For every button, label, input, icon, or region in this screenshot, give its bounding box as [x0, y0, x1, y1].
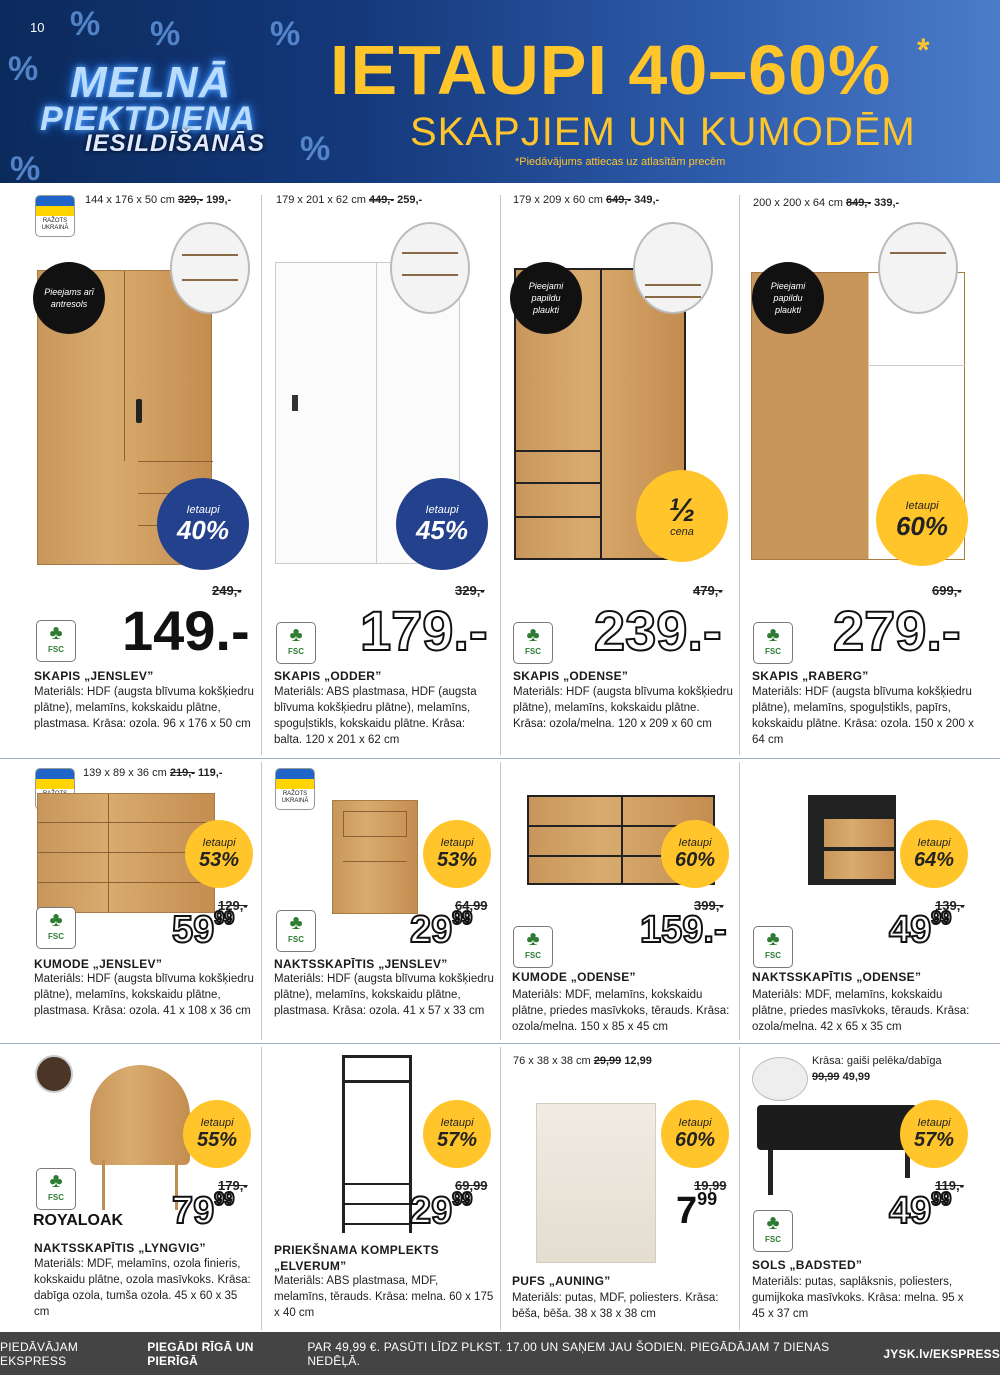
royaloak-logo: ROYALOAK [33, 1212, 124, 1229]
divider [261, 1047, 262, 1330]
product-description: Materiāls: putas, MDF, poliesters. Krāsa: bēša, bēša. 38 x 38 x 38 cm [512, 1292, 719, 1320]
product-title[interactable]: NAKTSSKAPĪTIS „ODENSE” [752, 970, 922, 984]
discount-badge: Ietaupi 60% [876, 474, 968, 566]
product-description: Materiāls: MDF, melamīns, kokskaidu plātne, priedes masīvkoks, tērauds. Krāsa: ozola/melna. 150 x 85 x 45 cm [512, 989, 730, 1033]
old-price: 19,99 [694, 1178, 727, 1193]
interior-inset-image [633, 222, 713, 314]
discount-badge: Ietaupi 57% [423, 1100, 491, 1168]
size-price-line: 144 x 176 x 50 cm 329,- 199,- [85, 194, 232, 206]
fsc-logo-icon: ♣ FSC [36, 907, 76, 949]
divider [261, 195, 262, 755]
price: 149.- [122, 599, 250, 662]
discount-badge: Ietaupi 60% [661, 1100, 729, 1168]
subheadline: SKAPJIEM UN KUMODĒM [410, 110, 916, 154]
percent-decoration: % [270, 15, 301, 53]
campaign-logo-line1: MELNĀ [70, 58, 232, 107]
size-price-line: 200 x 200 x 64 cm 849,- 339,- [753, 197, 900, 209]
divider [261, 762, 262, 1040]
promo-header [0, 0, 1000, 183]
color-line: Krāsa: gaiši pelēka/dabīga [812, 1055, 942, 1067]
product-title[interactable]: SKAPIS „ODDER” [274, 669, 382, 683]
divider [739, 1047, 740, 1330]
interior-inset-image [390, 222, 470, 314]
product-title[interactable]: PUFS „AUNING” [512, 1274, 611, 1288]
size-price-line: 179 x 201 x 62 cm 449,- 259,- [276, 194, 423, 206]
product-description: Materiāls: HDF (augsta blīvuma kokšķiedru plātne), melamīns, kokskaidu plātne. Krāsa: ozola/melna. 120 x 209 x 60 cm [513, 686, 733, 730]
product-title[interactable]: PRIEKŠNAMA KOMPLEKTS „ELVERUM” [274, 1243, 439, 1273]
product-title[interactable]: SKAPIS „JENSLEV” [34, 669, 154, 683]
size-price-line: 179 x 209 x 60 cm 649,- 349,- [513, 194, 660, 206]
delivery-footer [0, 1332, 1000, 1375]
campaign-logo-line2: PIEKTDIENA [40, 100, 256, 138]
discount-badge: Ietaupi 40% [157, 478, 249, 570]
product-description: Materiāls: HDF (augsta blīvuma kokšķiedru plātne), melamīns, spoguļstikls, papīrs, kokskaidu plātne. Krāsa: ozola. 150 x 200 x 64 cm [752, 686, 974, 746]
percent-decoration: % [10, 150, 41, 183]
footer-text: PIEDĀVĀJAM EKSPRESS [0, 1339, 79, 1368]
fsc-logo-icon: ♣ FSC [753, 1210, 793, 1252]
discount-badge: Ietaupi 45% [396, 478, 488, 570]
product-title[interactable]: KUMODE „JENSLEV” [34, 957, 163, 971]
price: $59^{99}$ [172, 908, 235, 951]
price: $49^{99}$ [889, 1189, 952, 1232]
old-price: 329,- [455, 583, 485, 598]
divider [500, 1047, 501, 1330]
fsc-logo-icon: ♣ FSC [36, 620, 76, 662]
color-swatch-icon[interactable] [35, 1055, 73, 1093]
price: $29^{99}$ [410, 1189, 473, 1232]
divider [0, 1043, 1000, 1044]
info-bubble: Pieejami papildu plaukti [752, 262, 824, 334]
percent-decoration: % [70, 5, 101, 43]
price: $79^{99}$ [172, 1189, 235, 1232]
size-price-line: 139 x 89 x 36 cm 219,- 119,- [83, 767, 223, 779]
old-price: 399,- [694, 898, 724, 913]
old-price: 69,99 [455, 1178, 488, 1193]
page-number: 10 [30, 20, 45, 35]
made-in-ukraine-badge: RAŽOTS UKRAINĀ [35, 195, 75, 237]
price: 239.- [594, 599, 722, 662]
pouf-image [536, 1103, 656, 1263]
old-price: 249,- [212, 583, 242, 598]
nightstand-image [808, 795, 896, 885]
discount-badge: Ietaupi 57% [900, 1100, 968, 1168]
product-title[interactable]: NAKTSSKAPĪTIS „JENSLEV” [274, 957, 448, 971]
product-title[interactable]: SOLS „BADSTED” [752, 1258, 863, 1272]
product-title[interactable]: NAKTSSKAPĪTIS „LYNGVIG” [34, 1241, 206, 1255]
offer-note: *Piedāvājums attiecas uz atlasītām precēm [515, 156, 726, 168]
fsc-logo-icon: ♣ FSC [276, 622, 316, 664]
size-price-line: 76 x 38 x 38 cm 29,99 12,99 [513, 1055, 652, 1067]
product-description: Materiāls: ABS plastmasa, HDF (augsta blīvuma kokšķiedru plātne), melamīns, spoguļstikls, kokskaidu plātne. Krāsa: balta. 120 x 201 x 62 cm [274, 686, 477, 746]
discount-badge: Ietaupi 55% [183, 1100, 251, 1168]
product-description: Materiāls: HDF (augsta blīvuma kokšķiedru plātne), melamīns, kokskaidu plātne, plastmasa. Krāsa: ozola. 41 x 108 x 36 cm [34, 973, 254, 1017]
interior-inset-image [170, 222, 250, 314]
divider [0, 758, 1000, 759]
discount-badge: Ietaupi 64% [900, 820, 968, 888]
interior-inset-image [878, 222, 958, 314]
fsc-logo-icon: ♣ FSC [753, 926, 793, 968]
fsc-logo-icon: ♣ FSC [276, 910, 316, 952]
footer-text: PAR 49,99 €. PASŪTI LĪDZ PLKST. 17.00 UN SAŅEM JAU ŠODIEN. PIEGĀDĀJAM 7 DIENAS NEDĒĻĀ. [307, 1339, 830, 1368]
product-description: Materiāls: ABS plastmasa, MDF, melamīns, tērauds. Krāsa: melna. 60 x 175 x 40 cm [274, 1275, 494, 1319]
percent-decoration: % [8, 50, 39, 88]
info-bubble: Pieejams arī antresols [33, 262, 105, 334]
footer-highlight: PIEGĀDI RĪGĀ UN PIERĪGĀ [147, 1339, 254, 1368]
divider [739, 195, 740, 755]
old-price: 479,- [693, 583, 723, 598]
footer-link[interactable]: JYSK.lv/EKSPRESS [883, 1346, 1000, 1361]
headline-asterisk: * [917, 32, 930, 68]
hallway-stand-image [342, 1055, 412, 1233]
old-price: 179,- [218, 1178, 248, 1193]
product-description: Materiāls: HDF (augsta blīvuma kokšķiedru plātne), melamīns, kokskaidu plātne, plastmasa. Krāsa: ozola. 41 x 57 x 33 cm [274, 973, 494, 1017]
price: $29^{99}$ [410, 908, 473, 951]
product-description: Materiāls: HDF (augsta blīvuma kokšķiedru plātne), melamīns, kokskaidu plātne, plastmasa. Krāsa: ozola. 96 x 176 x 50 cm [34, 686, 254, 730]
product-description: Materiāls: MDF, melamīns, ozola finieris, kokskaidu plātne, ozola masīvkoks. Krāsa: dabīga ozola, tumša ozola. 45 x 60 x 35 cm [34, 1258, 251, 1318]
made-in-ukraine-badge: RAŽOTS UKRAINĀ [275, 768, 315, 810]
divider [500, 762, 501, 1040]
nightstand-image [90, 1065, 190, 1165]
product-title[interactable]: SKAPIS „RABERG” [752, 669, 869, 683]
price: 279.- [833, 599, 961, 662]
old-price: 139,- [935, 898, 965, 913]
bench-image [757, 1105, 917, 1150]
campaign-logo-line3: IESILDĪŠANĀS [85, 130, 266, 157]
fsc-logo-icon: ♣ FSC [513, 926, 553, 968]
nightstand-image [332, 800, 418, 914]
price: 159.- [640, 909, 727, 951]
old-price: 129,- [218, 898, 248, 913]
percent-decoration: % [300, 130, 331, 168]
leg [768, 1150, 773, 1195]
price: $7^{99}$ [676, 1189, 718, 1232]
fsc-logo-icon: ♣ FSC [753, 622, 793, 664]
divider [500, 195, 501, 755]
fsc-logo-icon: ♣ FSC [513, 622, 553, 664]
price: 179.- [360, 599, 488, 662]
discount-badge: ½ cena [636, 470, 728, 562]
discount-badge: Ietaupi 53% [423, 820, 491, 888]
product-description: Materiāls: MDF, melamīns, kokskaidu plātne, priedes masīvkoks, tērauds. Krāsa: ozola/melna. 42 x 65 x 35 cm [752, 989, 970, 1033]
percent-decoration: % [150, 15, 181, 53]
product-title[interactable]: KUMODE „ODENSE” [512, 970, 636, 984]
discount-badge: Ietaupi 53% [185, 820, 253, 888]
fsc-logo-icon: ♣ FSC [36, 1168, 76, 1210]
info-bubble: Pieejami papildu plaukti [510, 262, 582, 334]
old-price: 119,- [935, 1178, 964, 1193]
divider [739, 762, 740, 1040]
headline: IETAUPI 40–60% [330, 31, 892, 109]
variant-inset-image[interactable] [752, 1057, 808, 1101]
product-title[interactable]: SKAPIS „ODENSE” [513, 669, 629, 683]
old-price: 64,99 [455, 898, 488, 913]
discount-badge: Ietaupi 60% [661, 820, 729, 888]
leg [102, 1160, 105, 1210]
old-price: 699,- [932, 583, 962, 598]
price: $49^{99}$ [889, 908, 952, 951]
small-price-line: 99,99 49,99 [812, 1071, 871, 1083]
product-description: Materiāls: putas, saplāksnis, poliesters, gumijkoka masīvkoks. Krāsa: melna. 95 x 45 x 37 cm [752, 1276, 964, 1320]
